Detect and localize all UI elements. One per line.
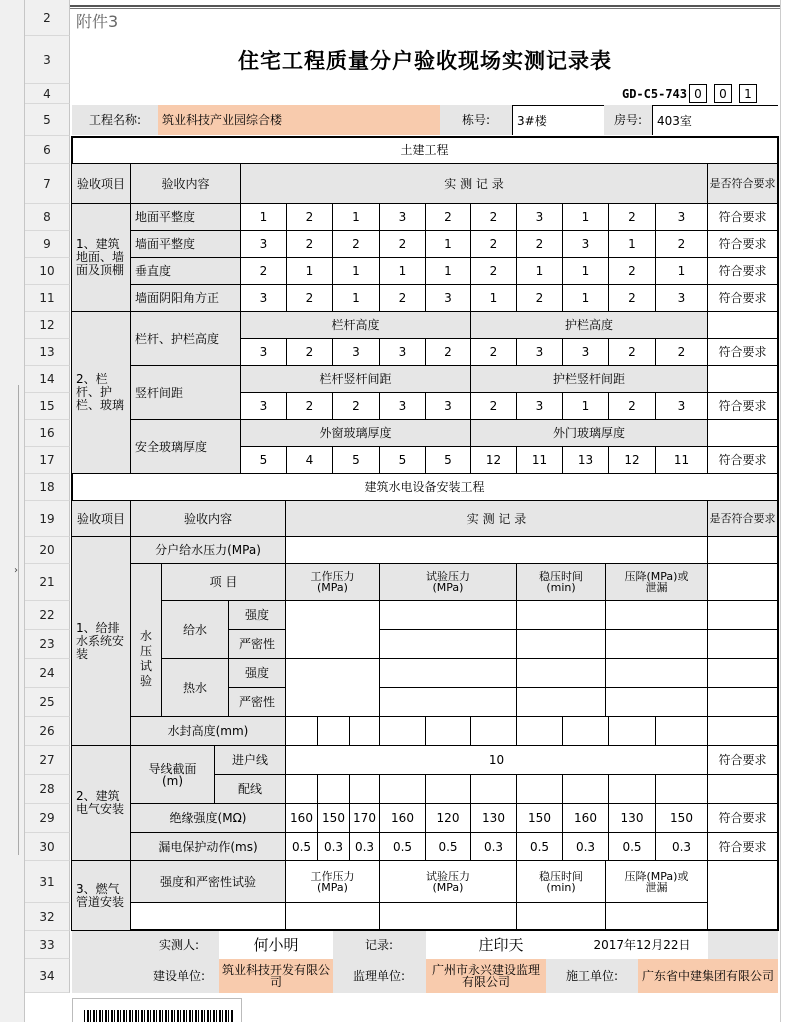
measure-value[interactable]: 1	[562, 203, 609, 231]
header-record: 实 测 记 录	[285, 500, 708, 537]
attachment-label: 附件3	[76, 12, 119, 31]
room-label: 房号:	[613, 113, 643, 127]
conform-result[interactable]: 符合要求	[707, 392, 778, 420]
measure-value[interactable]: 3	[516, 203, 563, 231]
conform-result[interactable]	[707, 687, 778, 717]
item-label: 项 目	[161, 563, 286, 601]
leakage-label: 漏电保护动作(ms)	[130, 832, 286, 861]
row-number[interactable]: 24	[25, 659, 70, 688]
row-number[interactable]: 25	[25, 688, 70, 717]
project-name-label: 工程名称:	[88, 113, 142, 127]
measure-value[interactable]: 2	[470, 230, 517, 258]
test-pressure-value[interactable]	[379, 687, 517, 717]
distribution-value[interactable]	[516, 774, 563, 804]
leakage-value[interactable]: 0.5	[285, 832, 318, 861]
supervisor-value[interactable]: 广州市永兴建设监理有限公司	[426, 959, 546, 993]
row-number[interactable]: 2	[25, 0, 70, 36]
work-pressure-header: 工作压力(MPa)	[285, 860, 380, 903]
measure-label: 墙面阴阳角方正	[130, 284, 241, 312]
top-border	[70, 5, 784, 9]
header-content: 验收内容	[130, 500, 286, 537]
distribution-value[interactable]	[608, 774, 656, 804]
measure-value[interactable]: 3	[655, 392, 708, 420]
measure-value[interactable]: 5	[332, 446, 380, 474]
railing-sub-b: 护栏高度	[470, 311, 708, 339]
row-number[interactable]: 28	[25, 775, 70, 804]
group-railing-glass: 2、栏杆、护栏、玻璃	[71, 311, 131, 474]
row-number[interactable]: 30	[25, 833, 70, 861]
seal-height-value[interactable]	[349, 716, 380, 746]
measure-value[interactable]: 2	[470, 257, 517, 285]
conform-result[interactable]: 符合要求	[707, 284, 778, 312]
contractor-value[interactable]: 广东省中建集团有限公司	[638, 959, 778, 993]
measure-value[interactable]: 13	[562, 446, 609, 474]
measure-value[interactable]: 1	[562, 392, 609, 420]
row-number[interactable]: 29	[25, 804, 70, 833]
row-number[interactable]: 9	[25, 231, 70, 258]
conform-result[interactable]: 符合要求	[707, 745, 778, 775]
insulation-label: 绝缘强度(MΩ)	[130, 803, 286, 833]
room-value[interactable]: 403室	[652, 105, 778, 135]
seal-height-value[interactable]	[379, 716, 426, 746]
hold-time-value[interactable]	[516, 629, 606, 659]
spacing-sub-a: 栏杆竖杆间距	[240, 365, 471, 393]
test-pressure-value[interactable]	[379, 902, 517, 931]
row-number[interactable]: 14	[25, 366, 70, 393]
pressure-drop-value[interactable]	[605, 902, 708, 931]
measure-value[interactable]: 1	[470, 284, 517, 312]
hot-label: 热水	[161, 658, 229, 717]
spacing-sub-b: 护栏竖杆间距	[470, 365, 708, 393]
measure-value[interactable]: 2	[240, 257, 287, 285]
insulation-value[interactable]: 150	[317, 803, 350, 833]
header-conform: 是否符合要求	[707, 500, 778, 537]
measurer-value[interactable]: 何小明	[219, 931, 333, 959]
measure-value[interactable]: 1	[516, 257, 563, 285]
water-pressure-value[interactable]	[285, 536, 708, 564]
seal-height-value[interactable]	[425, 716, 471, 746]
group-gas: 3、燃气管道安装	[71, 860, 131, 931]
measure-value[interactable]: 11	[516, 446, 563, 474]
measure-value[interactable]: 2	[608, 257, 656, 285]
distribution-value[interactable]	[655, 774, 708, 804]
measure-value[interactable]: 2	[286, 338, 333, 366]
seal-height-value[interactable]	[516, 716, 563, 746]
recorder-label: 记录:	[364, 938, 394, 952]
measure-value[interactable]: 3	[516, 338, 563, 366]
measure-value[interactable]: 1	[286, 257, 333, 285]
conform-result[interactable]: 符合要求	[707, 446, 778, 474]
leakage-value[interactable]: 0.5	[516, 832, 563, 861]
section-title-civil: 土建工程	[71, 136, 778, 164]
distribution-line-label: 配线	[214, 774, 286, 804]
seal-height-value[interactable]	[608, 716, 656, 746]
measure-value[interactable]: 1	[332, 203, 380, 231]
distribution-value[interactable]	[317, 774, 350, 804]
conform-result[interactable]	[707, 629, 778, 659]
measure-label: 垂直度	[130, 257, 241, 285]
measure-value[interactable]: 2	[655, 338, 708, 366]
row-number[interactable]: 16	[25, 420, 70, 447]
code-box[interactable]: 0	[689, 84, 707, 103]
test-pressure-value[interactable]	[379, 600, 517, 630]
empty-cell	[707, 311, 778, 339]
leakage-value[interactable]: 0.3	[562, 832, 609, 861]
insulation-value[interactable]: 150	[655, 803, 708, 833]
building-value[interactable]: 3#楼	[512, 105, 604, 135]
seal-height-value[interactable]	[655, 716, 708, 746]
insulation-value[interactable]: 130	[470, 803, 517, 833]
glass-label: 安全玻璃厚度	[130, 419, 241, 474]
row-number[interactable]: 5	[25, 104, 70, 136]
measure-value[interactable]: 3	[425, 392, 471, 420]
conform-result[interactable]: 符合要求	[707, 230, 778, 258]
row-number[interactable]: 18	[25, 474, 70, 501]
row-number[interactable]: 34	[25, 959, 70, 993]
measure-value[interactable]: 3	[379, 338, 426, 366]
measure-value[interactable]: 2	[608, 203, 656, 231]
measure-label: 墙面平整度	[130, 230, 241, 258]
pressure-drop-value[interactable]	[605, 600, 708, 630]
row-number[interactable]: 21	[25, 564, 70, 601]
leakage-value[interactable]: 0.5	[608, 832, 656, 861]
hold-time-header: 稳压时间(min)	[516, 860, 606, 903]
measure-value[interactable]: 1	[608, 230, 656, 258]
row-number[interactable]: 11	[25, 285, 70, 312]
header-conform: 是否符合要求	[707, 163, 778, 204]
measure-value[interactable]: 2	[470, 203, 517, 231]
group-electrical: 2、建筑电气安装	[71, 745, 131, 861]
test-pressure-value[interactable]	[379, 658, 517, 688]
tightness-label: 严密性	[228, 687, 286, 717]
work-pressure-value[interactable]	[285, 658, 380, 717]
barcode-image	[84, 1010, 234, 1022]
pressure-drop-value[interactable]	[605, 658, 708, 688]
measure-value[interactable]: 12	[470, 446, 517, 474]
gas-test-label: 强度和严密性试验	[130, 860, 286, 903]
measure-value[interactable]: 2	[516, 230, 563, 258]
tightness-label: 严密性	[228, 629, 286, 659]
measure-value[interactable]: 1	[332, 284, 380, 312]
measurer-label: 实测人:	[158, 938, 200, 952]
insulation-value[interactable]: 160	[285, 803, 318, 833]
conform-result[interactable]: 符合要求	[707, 803, 778, 833]
water-pressure-label: 分户给水压力(MPa)	[130, 536, 286, 564]
code-box[interactable]: 1	[739, 84, 757, 103]
recorder-value[interactable]: 庄印天	[426, 931, 576, 959]
measure-value[interactable]: 5	[379, 446, 426, 474]
measure-value[interactable]: 2	[608, 392, 656, 420]
row-number[interactable]: 15	[25, 393, 70, 420]
measure-value[interactable]: 2	[286, 392, 333, 420]
row-number[interactable]: 20	[25, 537, 70, 564]
incoming-line-value[interactable]: 10	[285, 745, 708, 775]
building-label: 栋号:	[461, 113, 491, 127]
leakage-value[interactable]: 0.5	[425, 832, 471, 861]
row-number[interactable]: 17	[25, 447, 70, 474]
measure-value[interactable]: 2	[470, 392, 517, 420]
owner-value[interactable]: 筑业科技开发有限公司	[219, 959, 333, 993]
conform-result[interactable]: 符合要求	[707, 338, 778, 366]
work-pressure-value[interactable]	[285, 600, 380, 659]
conform-result[interactable]	[707, 658, 778, 688]
seal-height-label: 水封高度(mm)	[130, 716, 286, 746]
measure-value[interactable]: 2	[286, 203, 333, 231]
measure-value[interactable]: 1	[562, 284, 609, 312]
measure-value[interactable]: 2	[608, 284, 656, 312]
distribution-value[interactable]	[562, 774, 609, 804]
row-number[interactable]: 8	[25, 204, 70, 231]
wire-section-label: 导线截面(m)	[130, 745, 215, 804]
distribution-value[interactable]	[379, 774, 426, 804]
measure-value[interactable]: 1	[379, 257, 426, 285]
group-floor-wall: 1、建筑地面、墙面及顶棚	[71, 203, 131, 312]
leakage-value[interactable]: 0.3	[317, 832, 350, 861]
measure-value[interactable]: 2	[379, 284, 426, 312]
row-number[interactable]: 22	[25, 601, 70, 630]
pressure-drop-header: 压降(MPa)或泄漏	[605, 563, 708, 601]
measure-value[interactable]: 3	[562, 338, 609, 366]
measure-value[interactable]: 2	[379, 230, 426, 258]
measure-value[interactable]: 3	[655, 284, 708, 312]
measure-value[interactable]: 1	[425, 257, 471, 285]
hold-time-value[interactable]	[516, 658, 606, 688]
glass-sub-b: 外门玻璃厚度	[470, 419, 708, 447]
row-number[interactable]: 23	[25, 630, 70, 659]
seal-height-value[interactable]	[285, 716, 318, 746]
measure-value[interactable]: 5	[425, 446, 471, 474]
project-name-value[interactable]: 筑业科技产业园综合楼	[158, 105, 440, 135]
row-number[interactable]: 4	[25, 84, 70, 104]
insulation-value[interactable]: 160	[562, 803, 609, 833]
measure-value[interactable]: 4	[286, 446, 333, 474]
row-number[interactable]: 10	[25, 258, 70, 285]
measure-value[interactable]: 3	[332, 338, 380, 366]
railing-sub-a: 栏杆高度	[240, 311, 471, 339]
spacing-label: 竖杆间距	[130, 365, 241, 420]
pressure-test-label: 水压试验	[130, 600, 162, 717]
measure-value[interactable]: 1	[655, 257, 708, 285]
measure-value[interactable]: 1	[240, 203, 287, 231]
measure-value[interactable]: 2	[470, 338, 517, 366]
measure-value[interactable]: 3	[562, 230, 609, 258]
header-record: 实 测 记 录	[240, 163, 708, 204]
record-date[interactable]: 2017年12月22日	[576, 931, 708, 959]
measure-value[interactable]: 2	[286, 230, 333, 258]
measure-value[interactable]: 2	[425, 203, 471, 231]
row-number[interactable]: 12	[25, 312, 70, 339]
empty-cell	[707, 419, 778, 447]
seal-height-value[interactable]	[562, 716, 609, 746]
distribution-value[interactable]	[425, 774, 471, 804]
row-number[interactable]: 3	[25, 36, 70, 84]
empty-cell	[707, 365, 778, 393]
measure-label: 地面平整度	[130, 203, 241, 231]
empty-cell	[707, 536, 778, 564]
section-title-mep: 建筑水电设备安装工程	[71, 473, 778, 501]
measure-value[interactable]: 1	[562, 257, 609, 285]
insulation-value[interactable]: 170	[349, 803, 380, 833]
row-number[interactable]: 31	[25, 861, 70, 903]
measure-value[interactable]: 3	[379, 392, 426, 420]
row-number[interactable]: 27	[25, 746, 70, 775]
code-box[interactable]: 0	[714, 84, 732, 103]
leakage-value[interactable]: 0.5	[379, 832, 426, 861]
header-content: 验收内容	[130, 163, 241, 204]
conform-result[interactable]: 符合要求	[707, 257, 778, 285]
measure-value[interactable]: 5	[240, 446, 287, 474]
header-item: 验收项目	[71, 500, 131, 537]
outline-gutter[interactable]	[0, 0, 25, 1022]
railing-label: 栏杆、护栏高度	[130, 311, 241, 366]
row-number[interactable]: 26	[25, 717, 70, 746]
strength-label: 强度	[228, 600, 286, 630]
supervisor-label: 监理单位:	[352, 969, 406, 983]
right-gutter	[780, 0, 802, 1022]
test-pressure-header: 试验压力(MPa)	[379, 563, 517, 601]
measure-value[interactable]: 3	[240, 392, 287, 420]
header-item: 验收项目	[71, 163, 131, 204]
incoming-line-label: 进户线	[214, 745, 286, 775]
measure-value[interactable]: 2	[608, 338, 656, 366]
measure-value[interactable]: 3	[240, 338, 287, 366]
measure-value[interactable]: 2	[332, 392, 380, 420]
conform-result[interactable]	[707, 860, 778, 931]
row-number[interactable]: 7	[25, 164, 70, 204]
test-pressure-header: 试验压力(MPa)	[379, 860, 517, 903]
test-pressure-value[interactable]	[379, 629, 517, 659]
hold-time-header: 稳压时间(min)	[516, 563, 606, 601]
measure-value[interactable]: 2	[332, 230, 380, 258]
empty-cell	[707, 563, 778, 601]
measure-value[interactable]: 2	[286, 284, 333, 312]
measure-value[interactable]: 2	[516, 284, 563, 312]
pressure-drop-value[interactable]	[605, 629, 708, 659]
gas-test-value[interactable]	[130, 902, 286, 931]
conform-result[interactable]: 符合要求	[707, 203, 778, 231]
row-number[interactable]: 6	[25, 136, 70, 164]
measure-value[interactable]: 3	[379, 203, 426, 231]
leakage-value[interactable]: 0.3	[655, 832, 708, 861]
insulation-value[interactable]: 130	[608, 803, 656, 833]
measure-value[interactable]: 3	[240, 284, 287, 312]
strength-label: 强度	[228, 658, 286, 688]
contractor-label: 施工单位:	[565, 969, 619, 983]
pressure-drop-header: 压降(MPa)或泄漏	[605, 860, 708, 903]
measure-value[interactable]: 2	[655, 230, 708, 258]
measure-value[interactable]: 3	[425, 284, 471, 312]
insulation-value[interactable]: 150	[516, 803, 563, 833]
group-plumbing: 1、给排水系统安装	[71, 536, 131, 746]
hold-time-value[interactable]	[516, 902, 606, 931]
supply-label: 给水	[161, 600, 229, 659]
row-number[interactable]: 13	[25, 339, 70, 366]
collapse-arrow-icon[interactable]: ›	[14, 565, 18, 576]
measure-value[interactable]: 1	[425, 230, 471, 258]
row-number[interactable]: 32	[25, 903, 70, 931]
owner-label: 建设单位:	[152, 969, 206, 983]
conform-result[interactable]: 符合要求	[707, 832, 778, 861]
measure-value[interactable]: 3	[516, 392, 563, 420]
measure-value[interactable]: 1	[332, 257, 380, 285]
form-code: GD-C5-743	[621, 87, 687, 101]
seal-height-value[interactable]	[317, 716, 350, 746]
measure-value[interactable]: 2	[425, 338, 471, 366]
measure-value[interactable]: 3	[655, 203, 708, 231]
measure-value[interactable]: 12	[608, 446, 656, 474]
glass-sub-a: 外窗玻璃厚度	[240, 419, 471, 447]
page-title: 住宅工程质量分户验收现场实测记录表	[238, 49, 612, 73]
distribution-value[interactable]	[285, 774, 318, 804]
distribution-value[interactable]	[470, 774, 517, 804]
hold-time-value[interactable]	[516, 600, 606, 630]
work-pressure-header: 工作压力(MPa)	[285, 563, 380, 601]
seal-height-value[interactable]	[470, 716, 517, 746]
distribution-value[interactable]	[349, 774, 380, 804]
pressure-drop-value[interactable]	[605, 687, 708, 717]
conform-result[interactable]	[707, 600, 778, 630]
measure-value[interactable]: 3	[240, 230, 287, 258]
measure-value[interactable]: 11	[655, 446, 708, 474]
leakage-value[interactable]: 0.3	[470, 832, 517, 861]
row-number[interactable]: 19	[25, 501, 70, 537]
insulation-value[interactable]: 120	[425, 803, 471, 833]
conform-result[interactable]	[707, 716, 778, 746]
insulation-value[interactable]: 160	[379, 803, 426, 833]
leakage-value[interactable]: 0.3	[349, 832, 380, 861]
hold-time-value[interactable]	[516, 687, 606, 717]
conform-result[interactable]	[707, 774, 778, 804]
row-number[interactable]: 33	[25, 931, 70, 959]
work-pressure-value[interactable]	[285, 902, 380, 931]
